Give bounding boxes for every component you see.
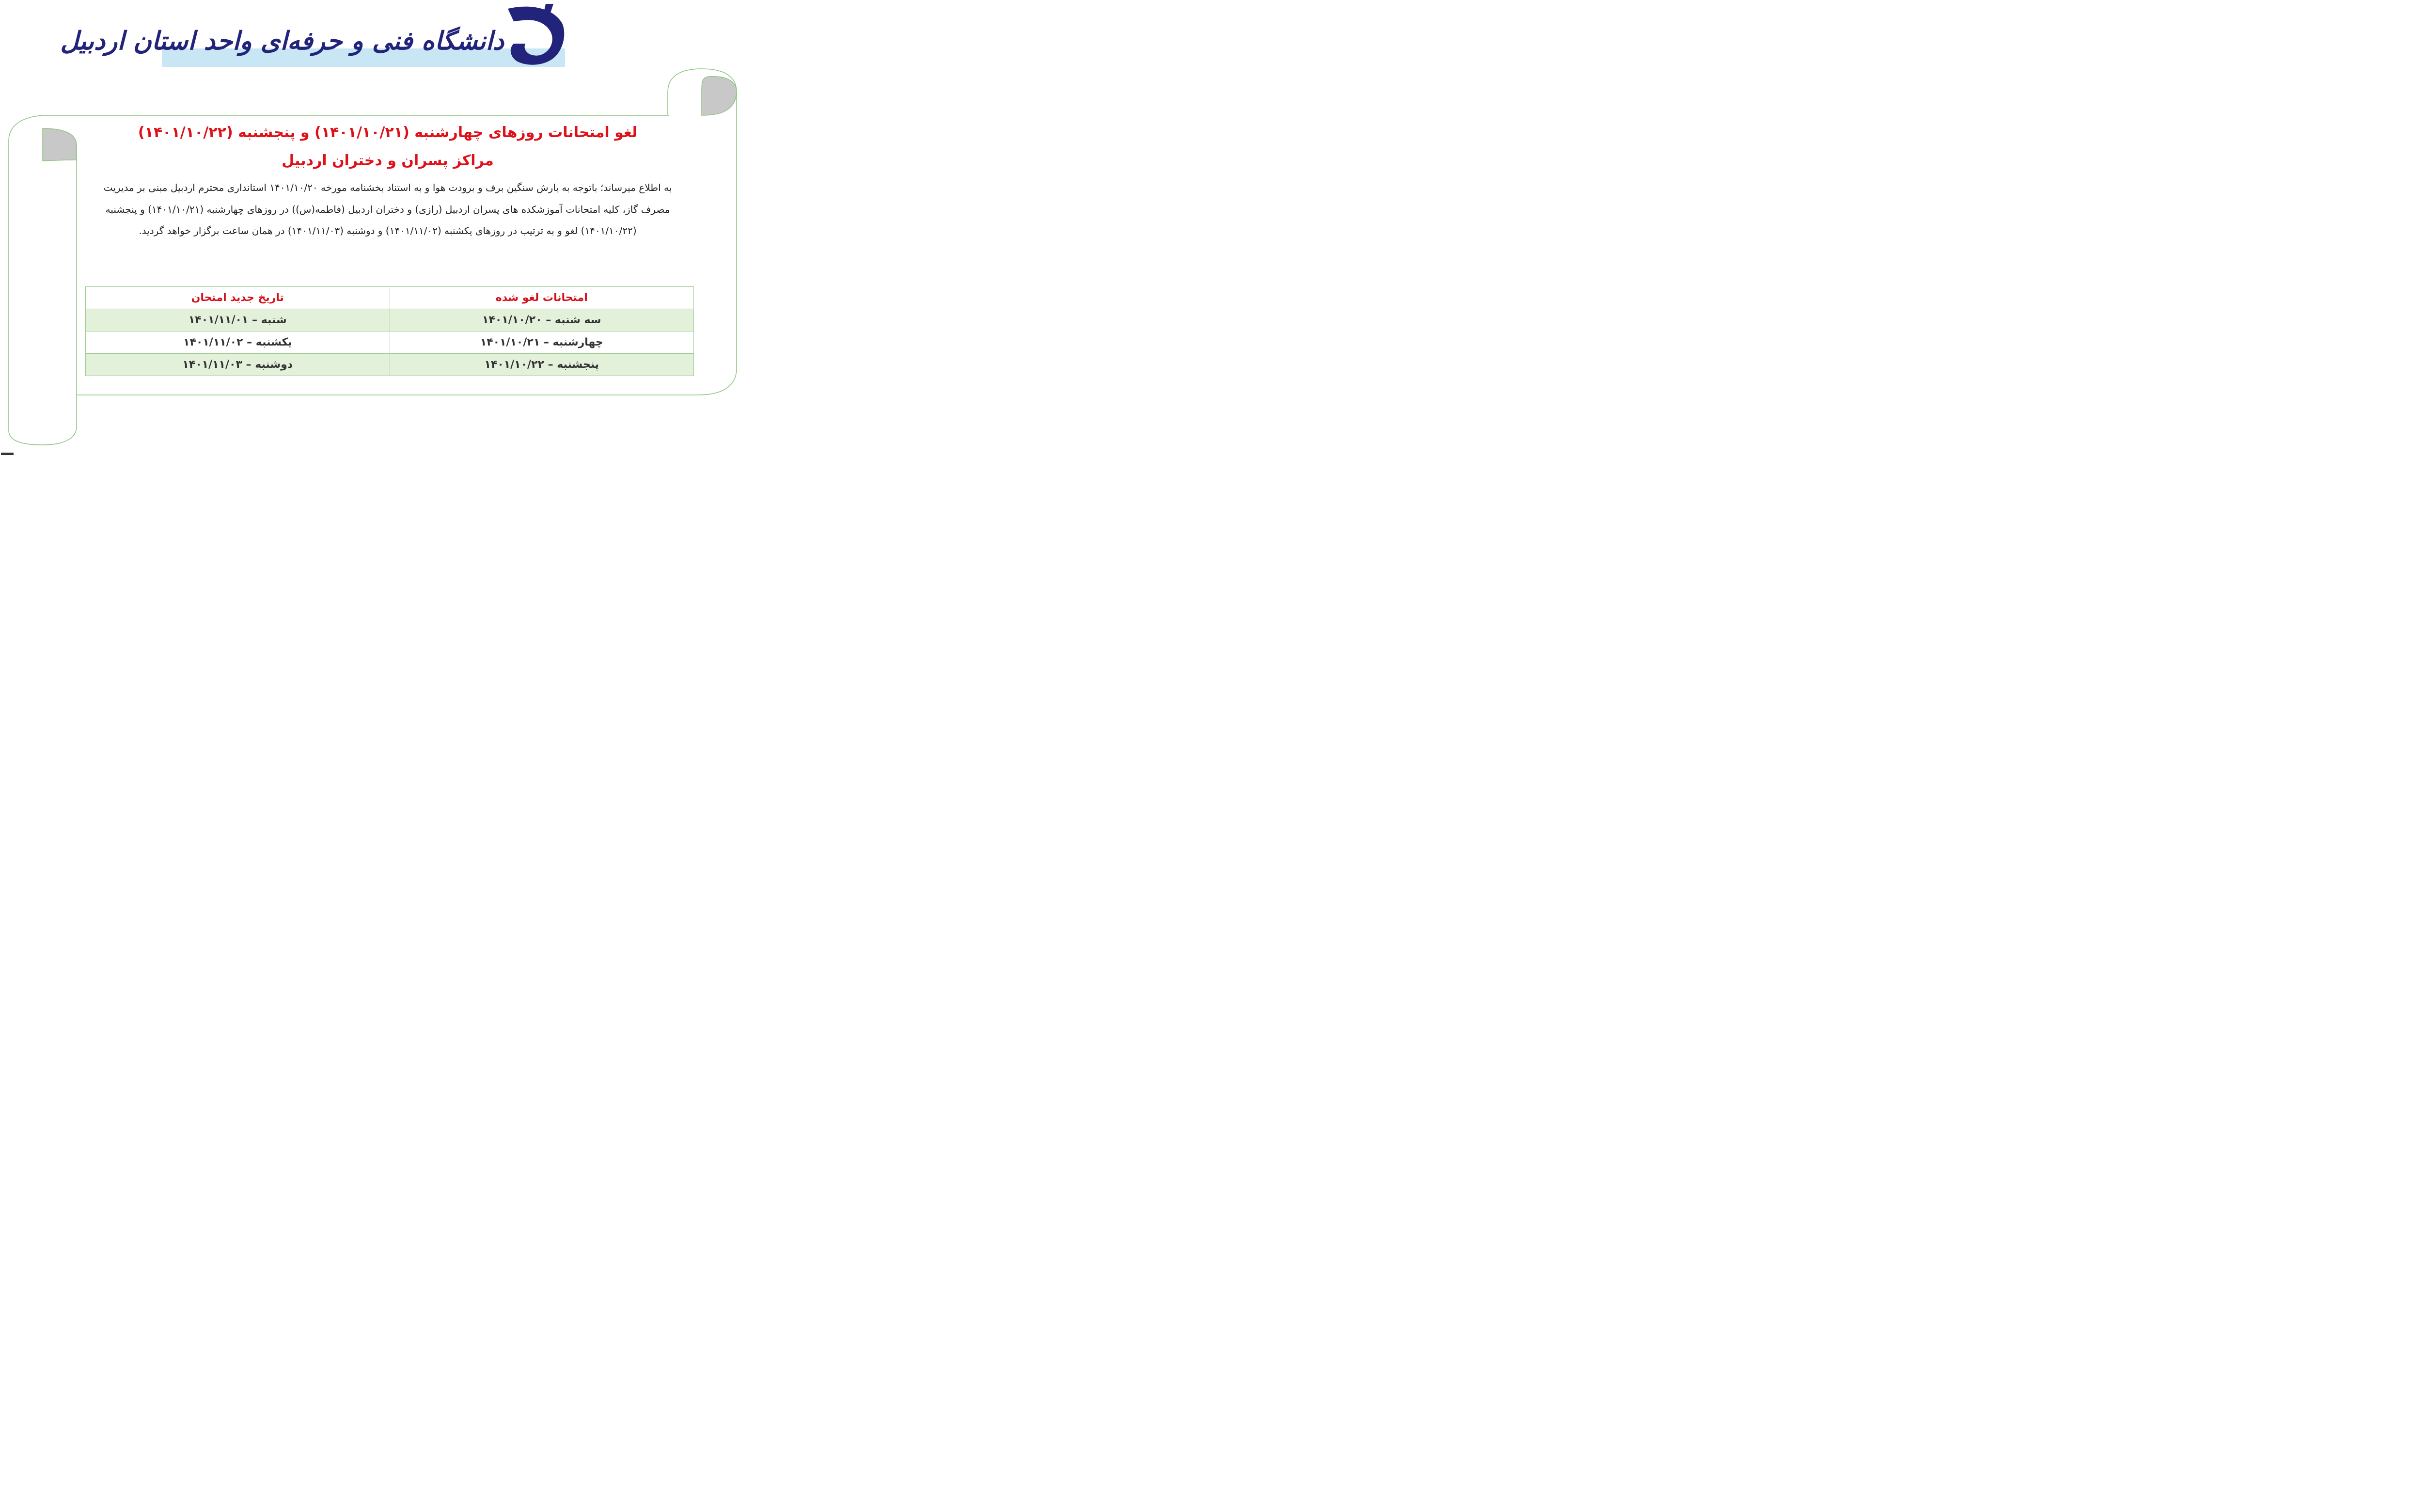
notice-title-line2: مراکز پسران و دختران اردبیل xyxy=(282,152,494,169)
new-date-cell: یکشنبه – ۱۴۰۱/۱۱/۰۲ xyxy=(86,331,390,354)
exam-schedule-table xyxy=(85,286,694,376)
table-row xyxy=(86,331,694,354)
corner-mark xyxy=(1,453,14,455)
new-date-cell: شنبه – ۱۴۰۱/۱۱/۰۱ xyxy=(86,309,390,331)
notice-title-line1: لغو امتحانات روزهای چهارشنبه (۱۴۰۱/۱۰/۲۱) و پنجشنبه (۱۴۰۱/۱۰/۲۲) xyxy=(138,124,638,141)
table-row xyxy=(86,354,694,376)
cancelled-exam-cell: چهارشنبه – ۱۴۰۱/۱۰/۲۱ xyxy=(390,331,694,354)
notice xyxy=(73,119,703,242)
university-name: دانشگاه فنی و حرفه‌ای واحد استان اردبیل xyxy=(60,26,504,56)
header-new-exam-date: تاریخ جدید امتحان xyxy=(86,287,390,309)
notice-body: به اطلاع میرساند؛ باتوجه به بارش سنگین برف و برودت هوا و به استناد بخشنامه مورخه ۱۴۰۱/۱۰/۲۰ استانداری محترم اردبیل مبنی بر مدیریت مصرف گاز، کلیه امتحانات آموزشکده های پسران اردبیل (رازی) و دختران اردبیل (فاطمه(س)) در روزهای چهارشنبه (۱۴۰۱/۱۰/۲۱) و پنجشنبه (۱۴۰۱/۱۰/۲۲) لغو و به ترتیب در روزهای یکشنبه (۱۴۰۱/۱۱/۰۲) و دوشنبه (۱۴۰۱/۱۱/۰۳) در همان ساعت برگزار خواهد گردید. xyxy=(103,182,672,236)
cancelled-exam-cell: پنجشنبه – ۱۴۰۱/۱۰/۲۲ xyxy=(390,354,694,376)
header-cancelled-exams: امتحانات لغو شده xyxy=(390,287,694,309)
cancelled-exam-cell: سه شنبه – ۱۴۰۱/۱۰/۲۰ xyxy=(390,309,694,331)
new-date-cell: دوشنبه – ۱۴۰۱/۱۱/۰۳ xyxy=(86,354,390,376)
table-row xyxy=(86,309,694,331)
table-header-row xyxy=(86,287,694,309)
